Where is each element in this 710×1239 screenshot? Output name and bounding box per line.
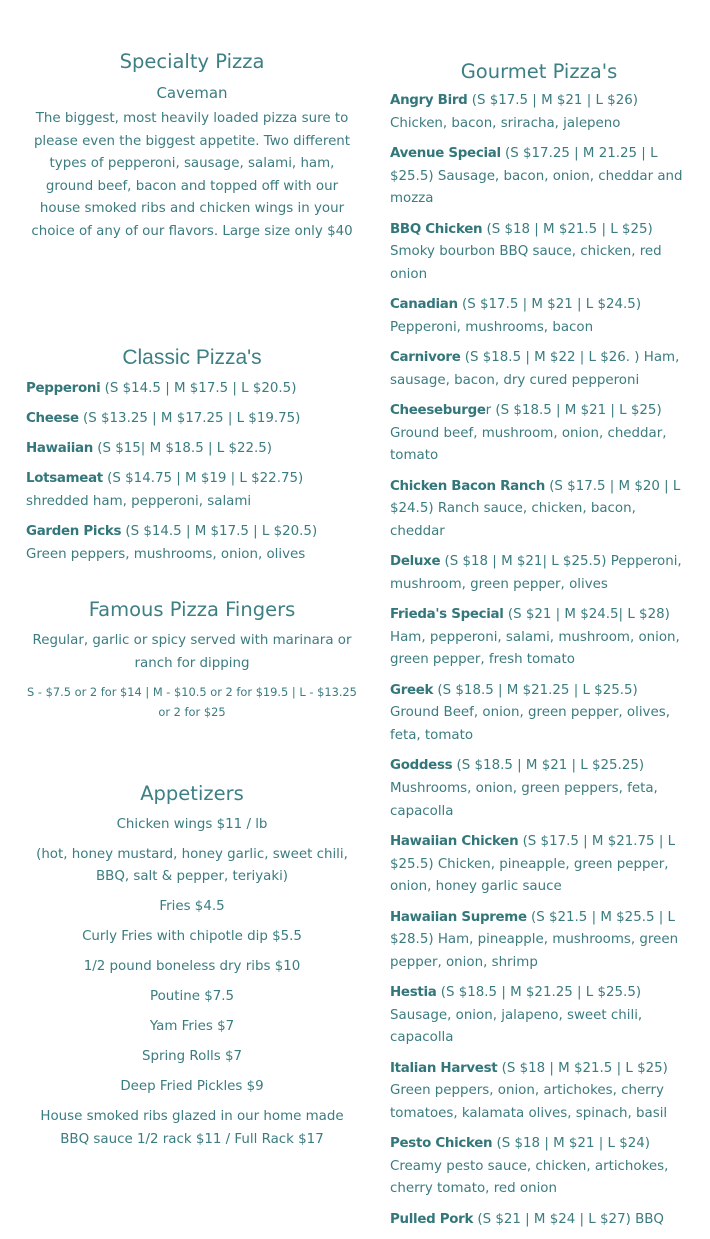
item-name: Avenue Special — [390, 145, 501, 161]
gourmet-item — [390, 347, 688, 392]
item-name: Angry Bird — [390, 93, 468, 108]
item-detail: (S $17.5 | M $20 | L $24.5) Ranch sauce, chicken, bacon, cheddar — [390, 478, 681, 539]
item-name: Pesto Chicken — [390, 1136, 493, 1152]
left-column — [26, 48, 358, 1159]
gourmet-list — [390, 90, 688, 1231]
item-detail: (S $14.5 | M $17.5 | L $20.5) — [100, 380, 297, 396]
item-detail: (S $18.5 | M $22 | L $26. ) Ham, sausage, bacon, dry cured pepperoni — [390, 350, 680, 388]
appetizer-item: (hot, honey mustard, honey garlic, sweet chili, BBQ, salt & pepper, teriyaki) — [36, 846, 348, 885]
item-name: Garden Picks — [26, 523, 122, 539]
appetizer-item: House smoked ribs glazed in our home made BBQ sauce 1/2 rack $11 / Full Rack $17 — [40, 1108, 344, 1147]
item-name: Hawaiian — [26, 440, 93, 456]
item-name: Pepperoni — [26, 380, 101, 396]
gourmet-item — [390, 90, 688, 135]
classic-section — [26, 344, 358, 567]
item-name: BBQ Chicken — [390, 221, 483, 237]
classic-item — [26, 468, 358, 514]
item-detail: r (S $18.5 | M $21 | L $25) Ground beef, mushroom, onion, cheddar, tomato — [390, 403, 667, 464]
item-name: Greek — [390, 682, 434, 698]
item-detail: (S $18 | M $21 | L $24) Creamy pesto sauce, chicken, artichokes, cherry tomato, red onion — [390, 1136, 669, 1197]
classic-list — [26, 378, 358, 567]
gourmet-item — [390, 219, 688, 287]
gourmet-item — [390, 1058, 688, 1126]
caveman-subtitle: Caveman — [156, 84, 228, 102]
gourmet-item — [390, 476, 688, 544]
gourmet-item — [390, 143, 688, 211]
item-name: Chicken Bacon Ranch — [390, 478, 545, 494]
item-detail: (S $14.5 | M $17.5 | L $20.5) Green peppers, mushrooms, onion, olives — [26, 523, 318, 562]
specialty-section — [26, 48, 358, 244]
item-detail: (S $13.25 | M $17.25 | L $19.75) — [78, 410, 301, 426]
item-detail: (S $17.25 | M 21.25 | L $25.5) Sausage, bacon, onion, cheddar and mozza — [390, 145, 683, 207]
appetizer-item: Curly Fries with chipotle dip $5.5 — [82, 929, 302, 945]
item-name: Lotsameat — [26, 470, 103, 486]
specialty-title: Specialty Pizza — [119, 50, 265, 73]
gourmet-item — [390, 604, 688, 672]
gourmet-item — [390, 294, 688, 339]
item-name: Goddess — [390, 758, 453, 774]
fingers-prices: S - $7.5 or 2 for $14 | M - $10.5 or 2 for $19.5 | L - $13.25 or 2 for $25 — [27, 684, 357, 719]
item-name: Frieda's Special — [390, 607, 504, 623]
appetizers-list — [26, 814, 358, 1152]
appetizer-item: Chicken wings $11 / lb — [116, 816, 268, 832]
item-detail: (S $18 | M $21.5 | L $25) Smoky bourbon BBQ sauce, chicken, red onion — [390, 221, 662, 282]
item-name: Deluxe — [390, 554, 441, 570]
item-detail: (S $18 | M $21| L $25.5) Pepperoni, mushroom, green pepper, olives — [390, 554, 682, 592]
item-detail: (S $17.5 | M $21 | L $26) Chicken, bacon, sriracha, jalepeno — [390, 93, 638, 131]
gourmet-item — [390, 1133, 688, 1201]
classic-item — [26, 378, 358, 401]
classic-title: Classic Pizza's — [122, 345, 262, 369]
item-name: Canadian — [390, 297, 458, 313]
item-detail: (S $17.5 | M $21 | L $24.5) Pepperoni, mushrooms, bacon — [390, 297, 642, 335]
appetizers-section — [26, 780, 358, 1152]
gourmet-item — [390, 831, 688, 899]
appetizer-item: Deep Fried Pickles $9 — [120, 1078, 264, 1094]
item-detail: (S $21 | M $24 | L $27) BBQ — [473, 1211, 664, 1227]
item-detail: (S $18.5 | M $21.25 | L $25.5) Sausage, onion, jalapeno, sweet chili, capacolla — [390, 985, 643, 1046]
gourmet-item — [390, 982, 688, 1050]
gourmet-item — [390, 1209, 688, 1232]
gourmet-title: Gourmet Pizza's — [460, 60, 618, 83]
right-column — [390, 58, 688, 1239]
appetizer-item: Spring Rolls $7 — [141, 1049, 243, 1064]
gourmet-item — [390, 400, 688, 468]
item-detail: (S $17.5 | M $21.75 | L $25.5) Chicken, pineapple, green pepper, onion, honey garlic sauce — [390, 833, 676, 895]
item-detail: (S $21.5 | M $25.5 | L $28.5) Ham, pineapple, mushrooms, green pepper, onion, shrimp — [390, 909, 679, 970]
appetizers-title: Appetizers — [140, 781, 244, 805]
item-detail: (S $21 | M $24.5| L $28) Ham, pepperoni, salami, mushroom, onion, green pepper, fresh tomato — [390, 607, 680, 668]
item-detail: (S $14.75 | M $19 | L $22.75) shredded ham, pepperoni, salami — [26, 470, 304, 509]
appetizer-item: Poutine $7.5 — [149, 989, 235, 1005]
classic-item — [26, 521, 358, 567]
gourmet-item — [390, 755, 688, 823]
caveman-description: The biggest, most heavily loaded pizza sure to please even the biggest appetite. Two different types of pepperoni, sausage, salami, ham, ground beef, bacon and topped off with our house smoked ribs and chicken wings in your choice of any of our flavors. Large size only $40 — [31, 111, 353, 239]
item-detail: (S $18.5 | M $21 | L $25.25) Mushrooms, onion, green peppers, feta, capacolla — [390, 758, 658, 819]
item-name: Hawaiian Supreme — [390, 909, 527, 925]
classic-item — [26, 438, 358, 461]
item-detail: (S $15| M $18.5 | L $22.5) — [93, 440, 273, 456]
appetizer-item: 1/2 pound boneless dry ribs $10 — [83, 959, 301, 975]
gourmet-item — [390, 680, 688, 748]
classic-item — [26, 408, 358, 431]
fingers-section — [26, 596, 358, 721]
fingers-description: Regular, garlic or spicy served with marinara or ranch for dipping — [32, 633, 352, 671]
fingers-title: Famous Pizza Fingers — [88, 598, 296, 622]
item-name: Hawaiian Chicken — [390, 833, 519, 849]
item-name: Hestia — [390, 985, 437, 1001]
item-detail: (S $18.5 | M $21.25 | L $25.5) Ground Beef, onion, green pepper, olives, feta, tomato — [390, 682, 670, 744]
gourmet-item — [390, 551, 688, 596]
item-name: Cheeseburge — [390, 403, 486, 419]
item-name: Italian Harvest — [390, 1060, 498, 1076]
appetizer-item: Yam Fries $7 — [149, 1019, 235, 1035]
item-name: Carnivore — [390, 350, 461, 366]
appetizer-item: Fries $4.5 — [159, 899, 225, 915]
item-name: Pulled Pork — [390, 1211, 474, 1227]
gourmet-item — [390, 907, 688, 975]
item-name: Cheese — [26, 410, 79, 426]
item-detail: (S $18 | M $21.5 | L $25) Green peppers, onion, artichokes, cherry tomatoes, kalamata olives, spinach, basil — [390, 1060, 668, 1121]
